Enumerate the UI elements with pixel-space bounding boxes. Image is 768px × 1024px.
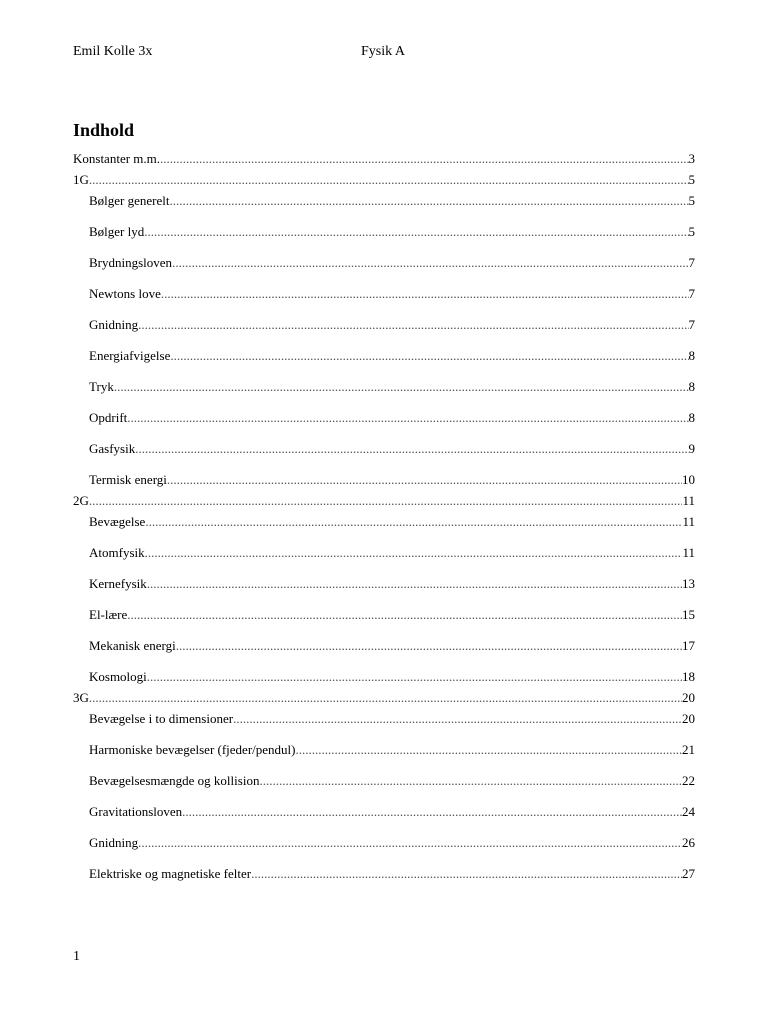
toc-entry-label: Opdrift xyxy=(89,410,128,425)
toc-entry-label: Tryk xyxy=(89,379,114,394)
toc-entry-label: Gnidning xyxy=(89,835,139,850)
toc-entry-subsection[interactable] xyxy=(73,317,695,333)
toc-entry-label: Gravitationsloven xyxy=(89,804,183,819)
header-subject: Fysik A xyxy=(361,44,405,59)
toc-dot-leader xyxy=(147,669,682,685)
toc-entry-label: Bevægelse i to dimensioner xyxy=(89,711,234,726)
toc-dot-leader xyxy=(144,224,688,240)
toc-entry-label: Gnidning xyxy=(89,317,139,332)
footer-page-number: 1 xyxy=(73,949,80,964)
toc-dot-leader xyxy=(233,711,682,727)
toc-entry-page-number: 5 xyxy=(688,193,695,208)
toc-entry-label: Bølger lyd xyxy=(89,224,145,239)
toc-dot-leader xyxy=(161,286,689,302)
toc-entry-subsection[interactable] xyxy=(73,545,695,561)
toc-entry-subsection[interactable] xyxy=(73,773,695,789)
toc-entry-page-number: 7 xyxy=(688,255,695,270)
table-of-contents xyxy=(73,151,695,882)
toc-entry-label: Atomfysik xyxy=(89,545,145,560)
toc-dot-leader xyxy=(89,690,682,706)
toc-dot-leader xyxy=(135,441,688,457)
toc-entry-label: Kosmologi xyxy=(89,669,147,684)
toc-entry-label: Energiafvigelse xyxy=(89,348,171,363)
toc-entry-page-number: 21 xyxy=(682,742,695,757)
toc-dot-leader xyxy=(167,472,682,488)
toc-entry-page-number: 11 xyxy=(682,493,695,508)
toc-entry-subsection[interactable] xyxy=(73,742,695,758)
toc-dot-leader xyxy=(89,172,689,188)
toc-dot-leader xyxy=(176,638,682,654)
toc-entry-label: El-lære xyxy=(89,607,128,622)
toc-entry-subsection[interactable] xyxy=(73,410,695,426)
toc-dot-leader xyxy=(138,835,682,851)
toc-dot-leader xyxy=(138,317,688,333)
toc-entry-page-number: 15 xyxy=(682,607,695,622)
toc-entry-subsection[interactable] xyxy=(73,286,695,302)
toc-entry-subsection[interactable] xyxy=(73,514,695,530)
toc-dot-leader xyxy=(182,804,682,820)
toc-entry-label: 2G xyxy=(73,493,89,508)
toc-entry-page-number: 11 xyxy=(682,545,695,560)
toc-entry-page-number: 10 xyxy=(682,472,695,487)
toc-entry-page-number: 7 xyxy=(688,286,695,301)
toc-entry-page-number: 5 xyxy=(688,172,695,187)
toc-dot-leader xyxy=(160,151,688,167)
toc-entry-page-number: 24 xyxy=(682,804,695,819)
toc-entry-label: Bevægelsesmængde og kollision xyxy=(89,773,260,788)
toc-dot-leader xyxy=(295,742,682,758)
toc-entry-page-number: 8 xyxy=(688,410,695,425)
toc-entry-subsection[interactable] xyxy=(73,711,695,727)
toc-entry-page-number: 7 xyxy=(688,317,695,332)
toc-dot-leader xyxy=(170,348,688,364)
toc-dot-leader xyxy=(127,607,682,623)
toc-entry-subsection[interactable] xyxy=(73,804,695,820)
toc-entry-label: Brydningsloven xyxy=(89,255,173,270)
toc-entry-page-number: 22 xyxy=(682,773,695,788)
toc-entry-subsection[interactable] xyxy=(73,576,695,592)
toc-entry-page-number: 8 xyxy=(688,348,695,363)
toc-entry-page-number: 20 xyxy=(682,711,695,726)
toc-entry-subsection[interactable] xyxy=(73,607,695,623)
toc-entry-label: Bølger generelt xyxy=(89,193,170,208)
toc-entry-subsection[interactable] xyxy=(73,255,695,271)
toc-dot-leader xyxy=(170,193,689,209)
toc-entry-page-number: 3 xyxy=(688,151,695,166)
toc-entry-section[interactable] xyxy=(73,172,695,188)
toc-dot-leader xyxy=(259,773,682,789)
toc-title: Indhold xyxy=(73,120,135,140)
toc-entry-subsection[interactable] xyxy=(73,638,695,654)
toc-entry-section[interactable] xyxy=(73,493,695,509)
toc-dot-leader xyxy=(145,514,682,530)
toc-entry-label: Newtons love xyxy=(89,286,161,301)
toc-dot-leader xyxy=(127,410,688,426)
toc-entry-subsection[interactable] xyxy=(73,835,695,851)
toc-entry-page-number: 17 xyxy=(682,638,695,653)
toc-dot-leader xyxy=(89,493,683,509)
toc-entry-subsection[interactable] xyxy=(73,224,695,240)
header-author: Emil Kolle 3x xyxy=(73,44,153,59)
toc-entry-label: Gasfysik xyxy=(89,441,136,456)
toc-entry-section[interactable] xyxy=(73,151,695,167)
toc-dot-leader xyxy=(172,255,688,271)
toc-entry-page-number: 27 xyxy=(682,866,695,881)
toc-entry-subsection[interactable] xyxy=(73,866,695,882)
toc-entry-page-number: 8 xyxy=(688,379,695,394)
toc-entry-label: 3G xyxy=(73,690,89,705)
toc-entry-subsection[interactable] xyxy=(73,472,695,488)
toc-entry-label: Mekanisk energi xyxy=(89,638,176,653)
toc-entry-page-number: 5 xyxy=(688,224,695,239)
toc-dot-leader xyxy=(251,866,682,882)
toc-entry-page-number: 9 xyxy=(688,441,695,456)
toc-entry-label: Bevægelse xyxy=(89,514,146,529)
toc-entry-section[interactable] xyxy=(73,690,695,706)
toc-entry-label: Termisk energi xyxy=(89,472,167,487)
toc-entry-subsection[interactable] xyxy=(73,441,695,457)
toc-entry-label: Konstanter m.m. xyxy=(73,151,161,166)
toc-dot-leader xyxy=(147,576,682,592)
toc-entry-page-number: 11 xyxy=(682,514,695,529)
toc-entry-subsection[interactable] xyxy=(73,193,695,209)
toc-entry-page-number: 18 xyxy=(682,669,695,684)
toc-dot-leader xyxy=(114,379,689,395)
toc-entry-subsection[interactable] xyxy=(73,379,695,395)
toc-entry-label: 1G xyxy=(73,172,89,187)
toc-dot-leader xyxy=(145,545,683,561)
toc-entry-label: Harmoniske bevægelser (fjeder/pendul) xyxy=(89,742,296,757)
toc-entry-label: Elektriske og magnetiske felter xyxy=(89,866,252,881)
toc-entry-page-number: 20 xyxy=(682,690,695,705)
toc-entry-page-number: 26 xyxy=(682,835,695,850)
toc-entry-label: Kernefysik xyxy=(89,576,147,591)
toc-entry-subsection[interactable] xyxy=(73,348,695,364)
toc-entry-subsection[interactable] xyxy=(73,669,695,685)
toc-entry-page-number: 13 xyxy=(682,576,695,591)
